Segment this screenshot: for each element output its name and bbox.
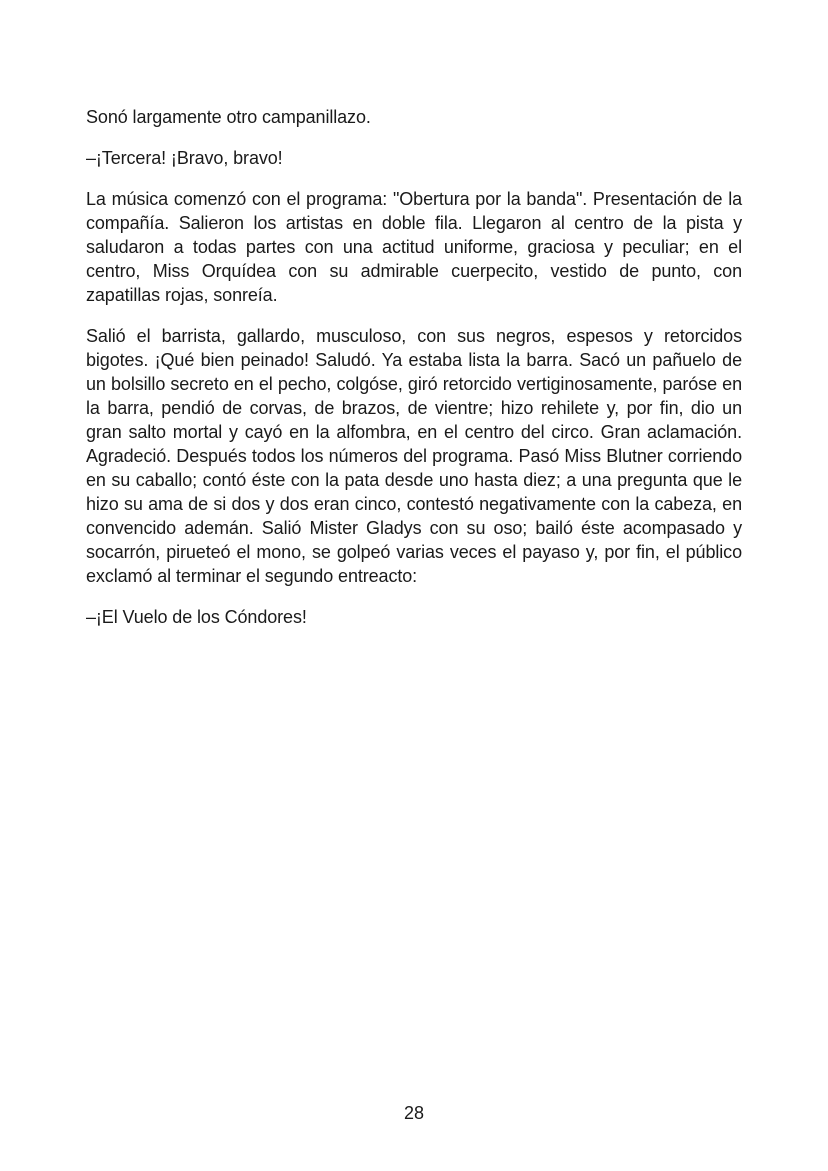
paragraph-campanillazo: Sonó largamente otro campanillazo. [86, 107, 371, 127]
page-number: 28 [403, 1103, 425, 1123]
paragraph-vuelo-condores: –¡El Vuelo de los Cóndores! [86, 607, 307, 627]
paragraph-tercera: –¡Tercera! ¡Bravo, bravo! [86, 148, 283, 168]
paragraph-musica: La música comenzó con el programa: "Obertura por la banda". Presentación de la compañía. Salieron los artistas en doble fila. Llegaron al centro de la pista y saludaron a todas partes con una actitud uniforme, graciosa y peculiar; en el centro, Miss Orquídea con su admirable cuerpecito, vestido de punto, con zapatillas rojas, sonreía. [86, 189, 742, 305]
document-body [86, 105, 742, 646]
paragraph-barrista: Salió el barrista, gallardo, musculoso, con sus negros, espesos y retorcidos bigotes. ¡Qué bien peinado! Saludó. Ya estaba lista la barra. Sacó un pañuelo de un bolsillo secreto en el pecho, colgóse, giró retorcido vertiginosamente, paróse en la barra, pendió de corvas, de brazos, de vientre; hizo rehilete y, por fin, dio un gran salto mortal y cayó en la alfombra, en el centro del circo. Gran aclamación. Agradeció. Después todos los números del programa. Pasó Miss Blutner corriendo en su caballo; contó éste con la pata desde uno hasta diez; a una pregunta que le hizo su ama de si dos y dos eran cinco, contestó negativamente con la cabeza, en convencido ademán. Salió Mister Gladys con su oso; bailó éste acompasado y socarrón, pirueteó el mono, se golpeó varias veces el payaso y, por fin, el público exclamó al terminar el segundo entreacto: [86, 326, 742, 586]
